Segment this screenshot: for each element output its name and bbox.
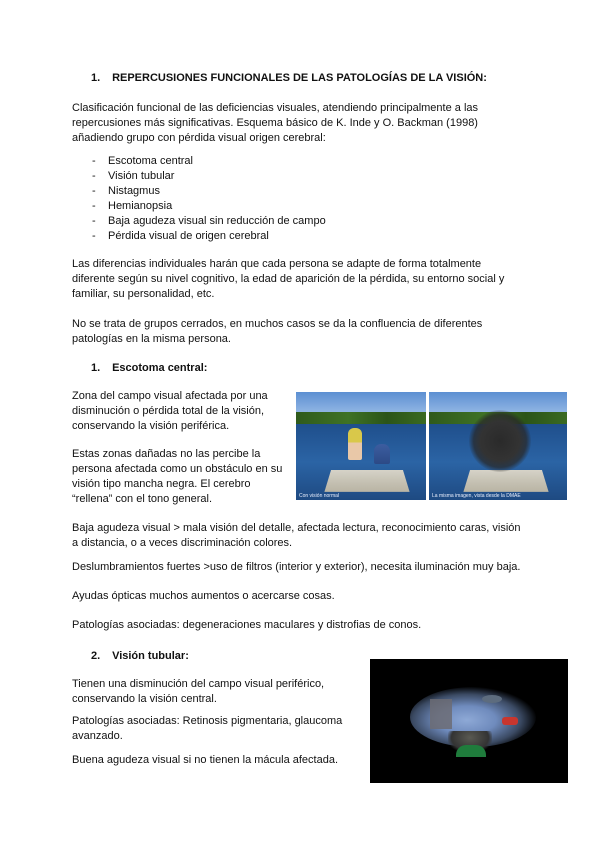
- list-item: - Escotoma central: [72, 154, 552, 169]
- section-number: 2.: [91, 650, 101, 662]
- tunnel-vision-image: [370, 659, 568, 783]
- image-caption: Con visión normal: [299, 493, 340, 499]
- list-item: - Visión tubular: [72, 169, 552, 184]
- text-line: disminución o pérdida total de la visión,: [72, 405, 265, 417]
- section-tubular-heading: [91, 649, 189, 664]
- escotoma-perception: [72, 447, 292, 507]
- section-title: Visión tubular:: [112, 650, 189, 662]
- text-line: avanzado.: [72, 730, 123, 742]
- groups-paragraph: [72, 317, 572, 347]
- paragraph-line: diferente según su nivel cognitivo, la edad de aparición de la pérdida, su entorno social y: [72, 273, 505, 285]
- text-line: Patologías asociadas: Retinosis pigmentaria, glaucoma: [72, 715, 343, 727]
- text-line: conservando la visión central.: [72, 693, 217, 705]
- intro-line: repercusiones más significativas. Esquema básico de K. Inde y O. Backman (1998): [72, 117, 478, 129]
- intro-paragraph: [72, 101, 572, 146]
- paragraph-line: Las diferencias individuales harán que cada persona se adapte de forma totalmente: [72, 258, 482, 270]
- text-line: Baja agudeza visual > mala visión del detalle, afectada lectura, reconocimiento caras, visión: [72, 522, 521, 534]
- section-number: 1.: [91, 362, 101, 374]
- list-item: - Hemianopsia: [72, 199, 552, 214]
- intro-line: Clasificación funcional de las deficiencias visuales, atendiendo principalmente a las: [72, 102, 479, 114]
- deslumbramientos-text: Deslumbramientos fuertes >uso de filtros (interior y exterior), necesita iluminación muy baja.: [72, 561, 521, 573]
- list-item: - Pérdida visual de origen cerebral: [72, 229, 552, 244]
- text-line: “rellena” con el tono general.: [72, 493, 213, 505]
- text-line: persona afectada como un obstáculo en su: [72, 463, 283, 475]
- scotoma-vision-image: [429, 392, 567, 500]
- tubular-definition: [72, 677, 362, 707]
- text-line: Tienen una disminución del campo visual periférico,: [72, 678, 325, 690]
- paragraph-line: familiar, su personalidad, etc.: [72, 288, 215, 300]
- main-heading-number: 1.: [91, 72, 101, 84]
- section-escotoma-heading: [91, 361, 207, 376]
- text-line: visión tipo mancha negra. El cerebro: [72, 478, 251, 490]
- classification-list: [72, 154, 552, 244]
- escotoma-definition: [72, 389, 292, 434]
- tubular-patologias: [72, 714, 362, 744]
- image-caption: La misma imagen, vista desde la DMAE: [432, 493, 521, 499]
- text-line: a distancia, o a veces discriminación colores.: [72, 537, 293, 549]
- section-title: Escotoma central:: [112, 362, 208, 374]
- text-line: conservando la visión periférica.: [72, 420, 230, 432]
- main-heading-title: REPERCUSIONES FUNCIONALES DE LAS PATOLOGÍAS DE LA VISIÓN:: [112, 72, 487, 84]
- ayudas-text: Ayudas ópticas muchos aumentos o acercarse cosas.: [72, 590, 335, 602]
- normal-vision-image: [296, 392, 426, 500]
- central-scotoma-spot: [469, 410, 531, 472]
- paragraph-line: patologías en la misma persona.: [72, 333, 231, 345]
- list-item: - Nistagmus: [72, 184, 552, 199]
- agudeza-paragraph: [72, 521, 572, 551]
- text-line: Estas zonas dañadas no las percibe la: [72, 448, 261, 460]
- main-heading: [91, 71, 571, 86]
- individual-differences-paragraph: [72, 257, 572, 302]
- list-item: - Baja agudeza visual sin reducción de campo: [72, 214, 552, 229]
- text-line: Zona del campo visual afectada por una: [72, 390, 268, 402]
- intro-line: añadiendo grupo con pérdida visual origen cerebral:: [72, 132, 326, 144]
- paragraph-line: No se trata de grupos cerrados, en muchos casos se da la confluencia de diferentes: [72, 318, 483, 330]
- tubular-agudeza-text: Buena agudeza visual si no tienen la mácula afectada.: [72, 754, 339, 766]
- patologias-text: Patologías asociadas: degeneraciones maculares y distrofias de conos.: [72, 619, 422, 631]
